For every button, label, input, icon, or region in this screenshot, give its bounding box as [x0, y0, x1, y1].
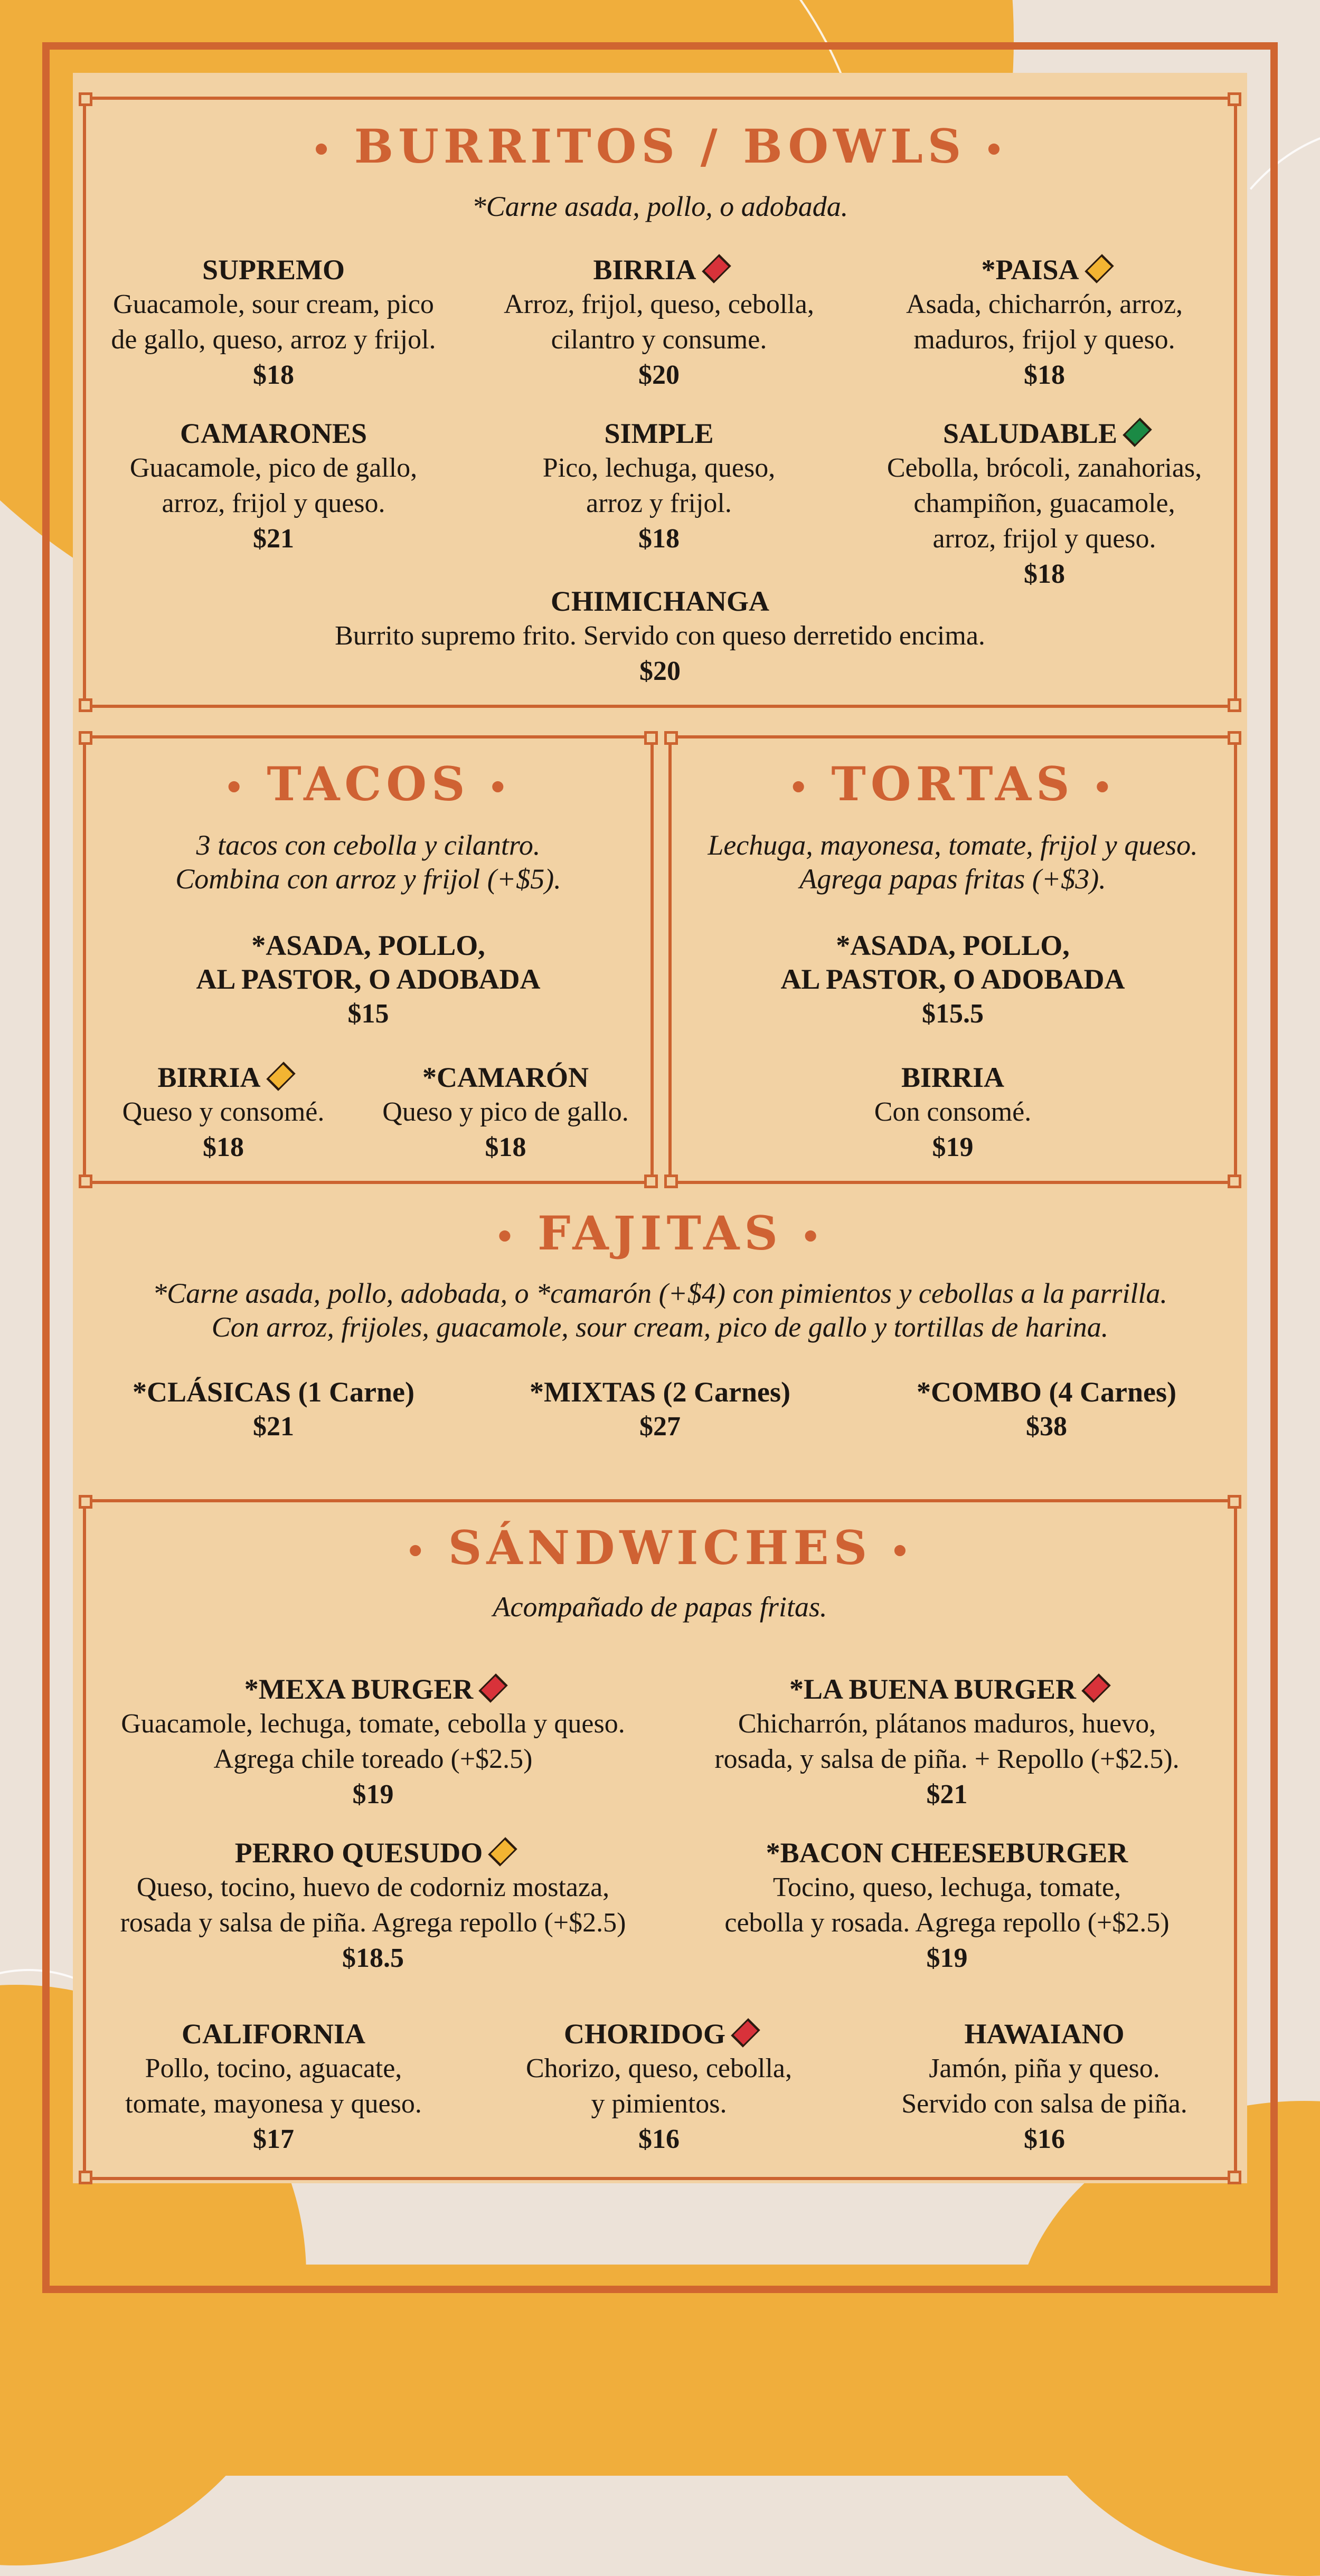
- corner-ornament: [664, 731, 678, 745]
- menu-item: [86, 253, 461, 393]
- item-price: $18: [1024, 360, 1065, 390]
- burritos-section: [83, 97, 1237, 708]
- item-price: $18: [253, 360, 294, 390]
- item-description: Guacamole, sour cream, pico de gallo, queso, arroz y frijol.: [111, 289, 436, 355]
- menu-item: [86, 1060, 361, 1166]
- section-title: • TACOS •: [224, 756, 513, 811]
- item-name: CAMARONES: [180, 418, 367, 449]
- item-description: Guacamole, lechuga, tomate, cebolla y queso. Agrega chile toreado (+$2.5): [121, 1709, 625, 1774]
- menu-item: [472, 253, 846, 393]
- corner-ornament: [644, 731, 658, 745]
- item-description: Chicharrón, plátanos maduros, huevo, rosada, y salsa de piña. + Repollo (+$2.5).: [714, 1709, 1180, 1774]
- menu-item: [857, 2017, 1232, 2157]
- item-price: $19: [932, 1132, 974, 1162]
- section-subtitle: 3 tacos con cebolla y cilantro. Combina con arroz y frijol (+$5).: [175, 829, 561, 895]
- item-description: Queso y pico de gallo.: [382, 1097, 629, 1127]
- item-price: $15: [347, 999, 389, 1029]
- corner-ornament: [79, 2171, 92, 2184]
- item-price: $21: [926, 1779, 968, 1810]
- item-description: Con consomé.: [874, 1097, 1032, 1127]
- corner-ornament: [1228, 698, 1241, 712]
- menu-item: [472, 416, 846, 557]
- corner-ornament: [1228, 92, 1241, 106]
- item-price: $27: [639, 1412, 681, 1442]
- item-description: Pollo, tocino, aguacate, tomate, mayonesa y queso.: [125, 2053, 422, 2119]
- corner-ornament: [79, 731, 92, 745]
- item-name: *CLÁSICAS (1 Carne): [132, 1376, 414, 1408]
- corner-ornament: [1228, 1175, 1241, 1188]
- item-price: $18: [485, 1132, 526, 1162]
- sandwiches-section: [83, 1499, 1237, 2180]
- item-description: Chorizo, queso, cebolla, y pimientos.: [526, 2053, 792, 2119]
- menu-item: [86, 416, 461, 557]
- section-subtitle: *Carne asada, pollo, o adobada.: [472, 191, 848, 222]
- menu-item: [86, 584, 1234, 689]
- menu-item: [857, 253, 1232, 393]
- item-price: $15.5: [922, 999, 984, 1029]
- corner-ornament: [79, 698, 92, 712]
- item-name: CHORIDOG: [472, 2017, 846, 2051]
- item-name: BIRRIA: [86, 1060, 361, 1094]
- yellow-diamond-icon: [1085, 254, 1114, 283]
- item-price: $20: [639, 656, 681, 686]
- item-name: SIMPLE: [604, 418, 714, 449]
- menu-item: [470, 1375, 850, 1445]
- item-price: $16: [638, 2124, 680, 2154]
- menu-item: [472, 2017, 846, 2157]
- yellow-diamond-icon: [266, 1062, 295, 1091]
- item-name: HAWAIANO: [964, 2018, 1125, 2050]
- item-price: $18: [203, 1132, 244, 1162]
- item-name: *PAISA: [857, 253, 1232, 287]
- item-name: *ASADA, POLLO, AL PASTOR, O ADOBADA: [780, 930, 1125, 995]
- item-price: $18: [1024, 559, 1065, 589]
- corner-ornament: [79, 1175, 92, 1188]
- menu-item: [660, 1672, 1234, 1813]
- item-name: *CAMARÓN: [422, 1062, 589, 1093]
- item-description: Queso, tocino, huevo de codorniz mostaza, rosada y salsa de piña. Agrega repollo (+$2.5): [120, 1872, 626, 1938]
- item-price: $38: [1026, 1412, 1067, 1442]
- item-price: $20: [638, 360, 680, 390]
- menu-item: [672, 1060, 1234, 1166]
- section-title: • FAJITAS •: [494, 1206, 826, 1261]
- item-name: *MEXA BURGER: [86, 1672, 660, 1706]
- menu-item: [361, 1060, 650, 1166]
- item-name: *LA BUENA BURGER: [660, 1672, 1234, 1706]
- item-name: BIRRIA: [901, 1062, 1005, 1093]
- menu-item: [857, 416, 1232, 592]
- item-name: CALIFORNIA: [181, 2018, 366, 2050]
- red-diamond-icon: [1081, 1673, 1110, 1702]
- item-price: $21: [253, 524, 294, 554]
- item-price: $17: [253, 2124, 294, 2154]
- menu-item: [660, 1836, 1234, 1976]
- item-name: *COMBO (4 Carnes): [917, 1376, 1176, 1408]
- item-description: Jamón, piña y queso. Servido con salsa de piña.: [901, 2053, 1187, 2119]
- item-name: BIRRIA: [472, 253, 846, 287]
- item-name: SALUDABLE: [857, 416, 1232, 450]
- item-description: Asada, chicharrón, arroz, maduros, frijol y queso.: [906, 289, 1183, 355]
- red-diamond-icon: [731, 2018, 760, 2047]
- corner-ornament: [79, 92, 92, 106]
- item-name: SUPREMO: [202, 254, 345, 286]
- item-name: PERRO QUESUDO: [86, 1836, 660, 1870]
- menu-item: [86, 2017, 461, 2157]
- item-price: $18.5: [342, 1943, 404, 1973]
- menu-item: [856, 1375, 1237, 1445]
- corner-ornament: [1228, 2171, 1241, 2184]
- corner-ornament: [644, 1175, 658, 1188]
- red-diamond-icon: [479, 1673, 508, 1702]
- section-title: • SÁNDWICHES •: [405, 1520, 915, 1575]
- item-description: Arroz, frijol, queso, cebolla, cilantro y consume.: [504, 289, 814, 355]
- section-title: • TORTAS •: [788, 756, 1117, 811]
- corner-ornament: [1228, 731, 1241, 745]
- section-subtitle: Acompañado de papas fritas.: [493, 1591, 827, 1623]
- red-diamond-icon: [702, 254, 731, 283]
- menu-item: [86, 1836, 660, 1976]
- corner-ornament: [664, 1175, 678, 1188]
- item-description: Cebolla, brócoli, zanahorias, champiñon, guacamole, arroz, frijol y queso.: [887, 453, 1202, 554]
- menu-item: [672, 929, 1234, 1032]
- section-subtitle: Lechuga, mayonesa, tomate, frijol y queso. Agrega papas fritas (+$3).: [708, 829, 1198, 895]
- item-description: Guacamole, pico de gallo, arroz, frijol y queso.: [129, 453, 418, 518]
- tortas-section: [668, 735, 1237, 1184]
- item-name: *BACON CHEESEBURGER: [766, 1837, 1128, 1869]
- item-description: Pico, lechuga, queso, arroz y frijol.: [542, 453, 776, 518]
- tacos-section: [83, 735, 654, 1184]
- item-name: *ASADA, POLLO, AL PASTOR, O ADOBADA: [196, 930, 541, 995]
- menu-item: [86, 929, 650, 1032]
- item-price: $19: [926, 1943, 968, 1973]
- green-diamond-icon: [1123, 418, 1152, 447]
- fajitas-section: [73, 1204, 1247, 1467]
- corner-ornament: [79, 1495, 92, 1509]
- item-name: *MIXTAS (2 Carnes): [530, 1376, 790, 1408]
- item-price: $19: [352, 1779, 394, 1810]
- menu-item: [86, 1672, 660, 1813]
- item-name: CHIMICHANGA: [551, 585, 769, 617]
- item-price: $21: [253, 1412, 294, 1442]
- item-description: Burrito supremo frito. Servido con queso derretido encima.: [335, 621, 985, 651]
- item-price: $16: [1024, 2124, 1065, 2154]
- section-title: • BURRITOS / BOWLS •: [311, 119, 1009, 174]
- corner-ornament: [1228, 1495, 1241, 1509]
- item-price: $18: [638, 524, 680, 554]
- menu-item: [83, 1375, 464, 1445]
- item-description: Tocino, queso, lechuga, tomate, cebolla y rosada. Agrega repollo (+$2.5): [724, 1872, 1170, 1938]
- item-description: Queso y consomé.: [122, 1097, 325, 1127]
- yellow-diamond-icon: [488, 1837, 517, 1866]
- section-subtitle: *Carne asada, pollo, adobada, o *camarón (+$4) con pimientos y cebollas a la parrilla. Con arroz, frijoles, guacamole, sour cream, pico de gallo y tortillas de harina.: [153, 1277, 1167, 1343]
